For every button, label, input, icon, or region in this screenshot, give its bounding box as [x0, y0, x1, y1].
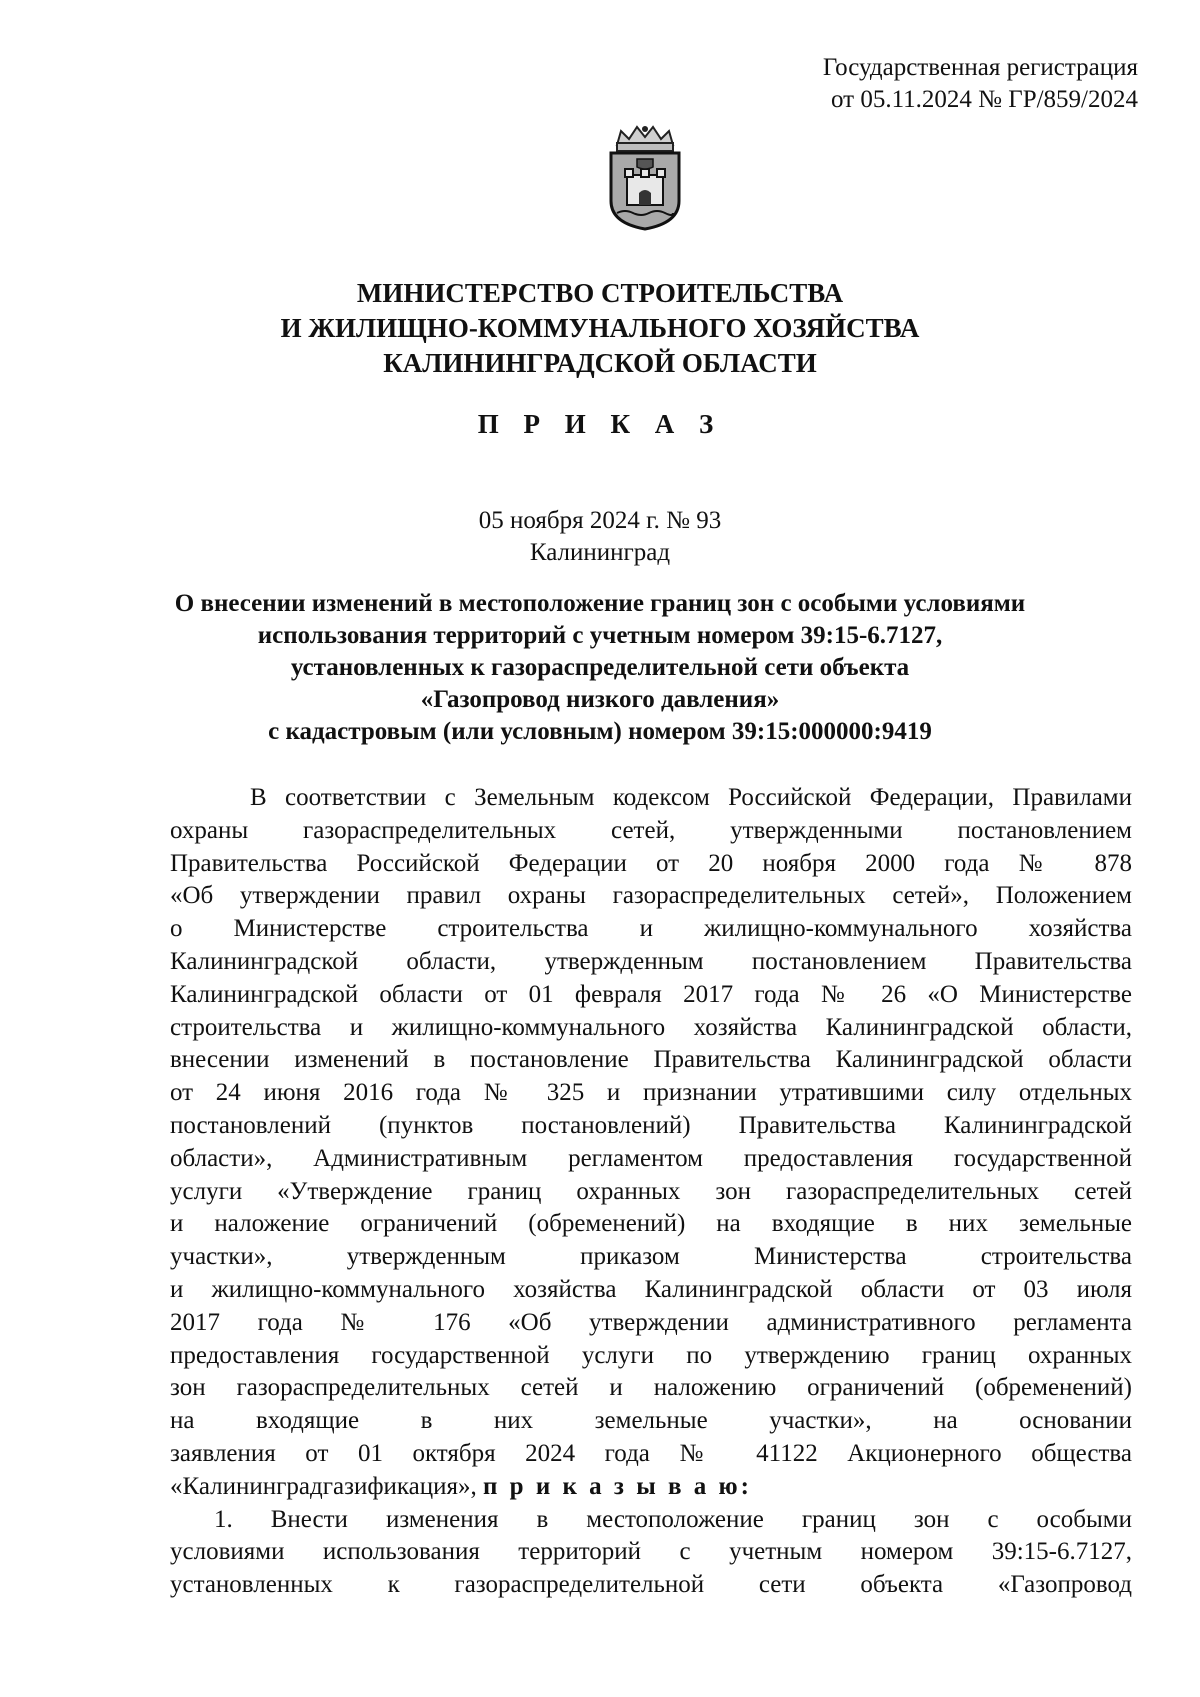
body-line: В соответствии с Земельным кодексом Российской Федерации, Правилами	[250, 784, 1132, 811]
body-line: участки», утвержденным приказом Министерства строительства	[170, 1243, 1132, 1271]
registration-stamp	[823, 52, 1138, 116]
body-line: строительства и жилищно-коммунального хозяйства Калининградской области,	[170, 1013, 1132, 1041]
order-title: П Р И К А З	[477, 409, 723, 439]
body-line: и жилищно-коммунального хозяйства Калининградской области от 03 июля	[170, 1275, 1132, 1303]
item-line: условиями использования территорий с учетным номером 39:15-6.7127,	[170, 1538, 1132, 1566]
body-line: от 24 июня 2016 года № 325 и признании утратившими силу отдельных	[170, 1079, 1132, 1107]
order-date-number: 05 ноября 2024 г. № 93	[478, 507, 722, 534]
order-city: Калининград	[529, 539, 671, 566]
subject-line: «Газопровод низкого давления»	[420, 686, 780, 713]
order-meta	[60, 505, 1140, 569]
ministry-line-3: КАЛИНИНГРАДСКОЙ ОБЛАСТИ	[383, 348, 817, 378]
body-line: и наложение ограничений (обременений) на входящие в них земельные	[170, 1210, 1132, 1238]
subject-line: использования территорий с учетным номером 39:15-6.7127,	[257, 622, 943, 649]
body-line: о Министерстве строительства и жилищно-коммунального хозяйства	[170, 915, 1132, 943]
body-line: предоставления государственной услуги по утверждению границ охранных	[170, 1341, 1132, 1369]
body-line: 2017 года № 176 «Об утверждении административного регламента	[170, 1308, 1132, 1336]
body-line: зон газораспределительных сетей и наложению ограничений (обременений)	[170, 1374, 1132, 1402]
body-line: постановлений (пунктов постановлений) Правительства Калининградской	[170, 1111, 1132, 1139]
item-line: установленных к газораспределительной сети объекта «Газопровод	[170, 1571, 1132, 1599]
registration-line-2: от 05.11.2024 № ГР/859/2024	[830, 86, 1138, 113]
body-line: области», Административным регламентом предоставления государственной	[170, 1144, 1132, 1172]
registration-line-1: Государственная регистрация	[822, 54, 1138, 81]
body-line: Калининградской области от 01 февраля 2017 года № 26 «О Министерстве	[170, 980, 1132, 1008]
body-line: внесении изменений в постановление Правительства Калининградской области	[170, 1046, 1132, 1074]
body-line-final	[170, 1471, 1132, 1504]
subject-line: с кадастровым (или условным) номером 39:15:000000:9419	[268, 718, 932, 745]
ministry-line-1: МИНИСТЕРСТВО СТРОИТЕЛЬСТВА	[356, 278, 844, 308]
body-line: Правительства Российской Федерации от 20 ноября 2000 года № 878	[170, 849, 1132, 877]
body-line: услуги «Утверждение границ охранных зон газораспределительных сетей	[170, 1177, 1132, 1205]
ministry-heading	[60, 276, 1140, 381]
body-line: заявления от 01 октября 2024 года № 41122 Акционерного общества	[170, 1439, 1132, 1467]
subject-line: установленных к газораспределительной сети объекта	[290, 654, 910, 681]
ministry-line-2: И ЖИЛИЩНО-КОММУНАЛЬНОГО ХОЗЯЙСТВА	[280, 313, 920, 343]
body-line: охраны газораспределительных сетей, утвержденными постановлением	[170, 816, 1132, 844]
order-verb: п р и к а з ы в а ю:	[483, 1472, 752, 1500]
item-line: 1. Внести изменения в местоположение границ зон с особыми	[214, 1505, 1132, 1533]
body-line-prefix: «Калининградгазификация»,	[170, 1472, 484, 1500]
body-line: на входящие в них земельные участки», на основании	[170, 1407, 1132, 1435]
body-line: «Об утверждении правил охраны газораспределительных сетей», Положением	[170, 882, 1132, 910]
subject-line: О внесении изменений в местоположение границ зон с особыми условиями	[174, 590, 1026, 617]
body-line: Калининградской области, утвержденным постановлением Правительства	[170, 947, 1132, 975]
kaliningrad-coat-of-arms-icon	[599, 123, 691, 231]
order-subject	[60, 588, 1140, 748]
order-body	[170, 782, 1132, 1602]
